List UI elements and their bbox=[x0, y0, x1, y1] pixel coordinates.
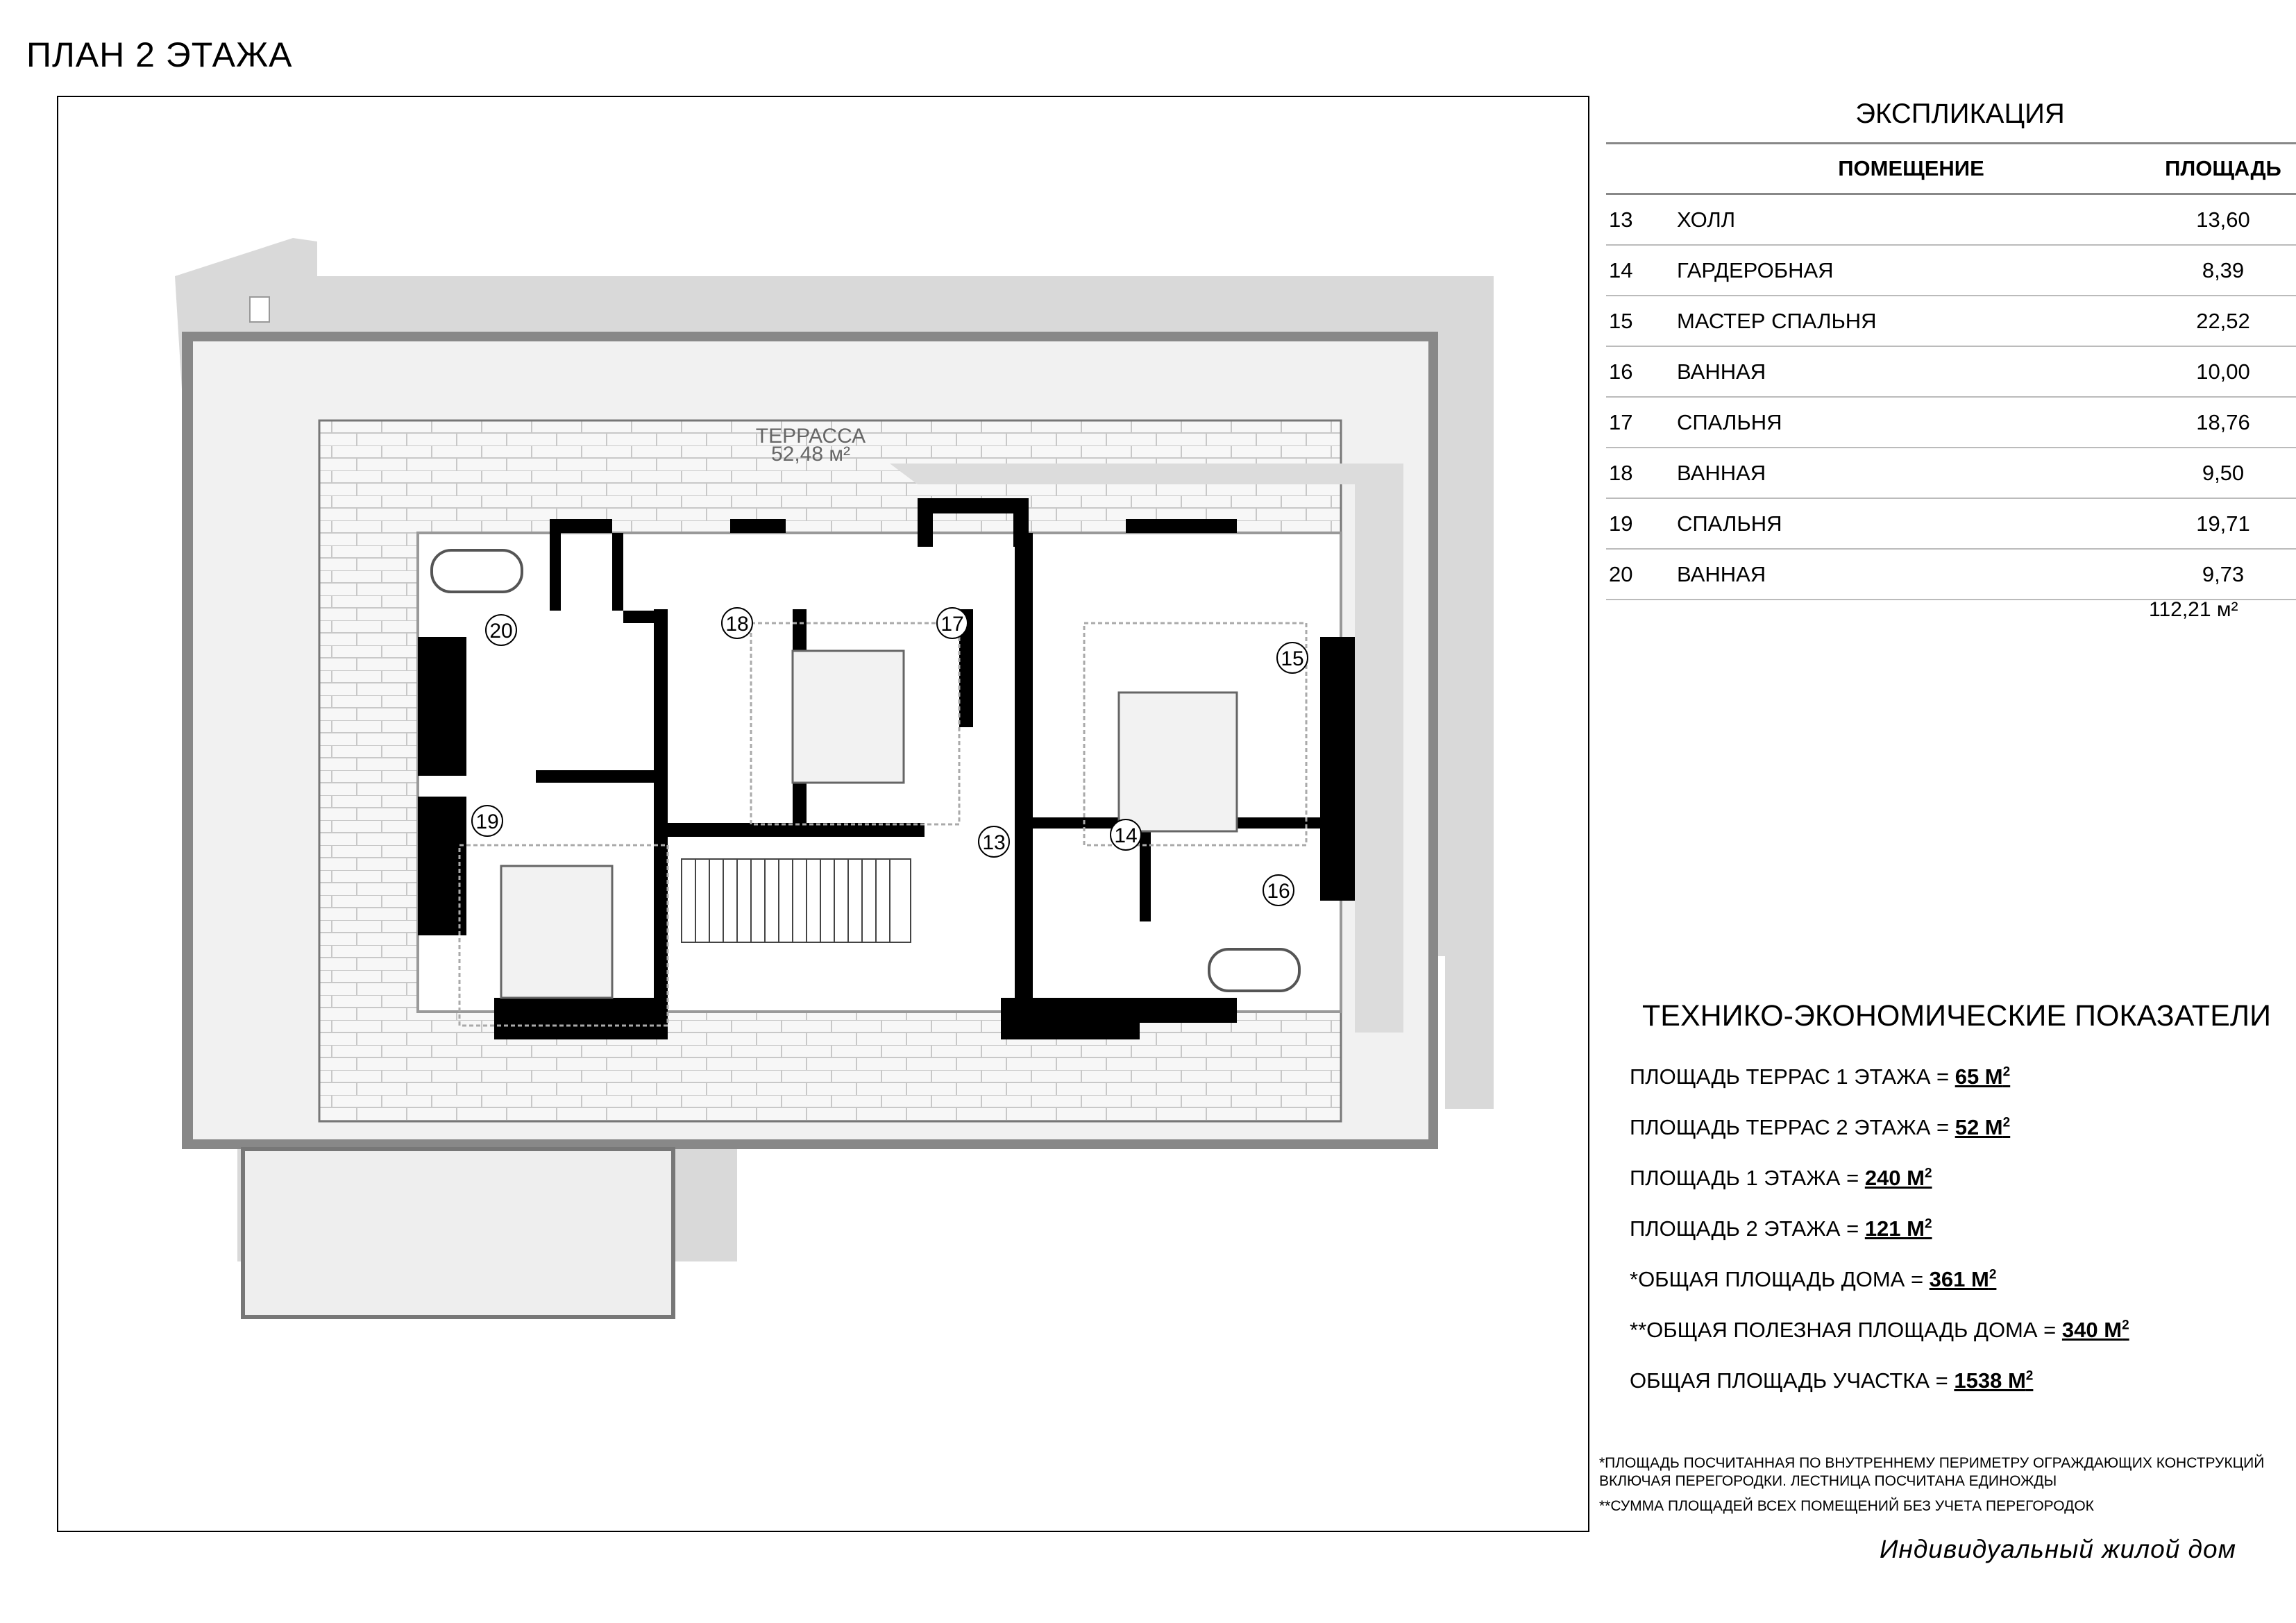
row-area: 18,76 bbox=[2146, 397, 2296, 448]
explication-title: ЭКСПЛИКАЦИЯ bbox=[1855, 99, 2065, 129]
row-number: 19 bbox=[1606, 498, 1676, 549]
explication-total: 112,21 м² bbox=[2149, 598, 2238, 621]
terrace-area: 52,48 м² bbox=[770, 443, 851, 466]
row-area: 9,73 bbox=[2146, 549, 2296, 600]
room-number-20: 20 bbox=[489, 620, 513, 643]
table-row bbox=[1606, 397, 2296, 448]
tep-title: ТЕХНИКО-ЭКОНОМИЧЕСКИЕ ПОКАЗАТЕЛИ bbox=[1642, 999, 2272, 1033]
table-row bbox=[1606, 346, 2296, 397]
tep-value: 240 $М^2$ bbox=[1864, 1166, 1932, 1190]
footnote: **СУММА ПЛОЩАДЕЙ ВСЕХ ПОМЕЩЕНИЙ БЕЗ УЧЕТА ПЕРЕГОРОДОК bbox=[1599, 1498, 2094, 1514]
row-room: МАСТЕР СПАЛЬНЯ bbox=[1676, 296, 2146, 346]
row-room: СПАЛЬНЯ bbox=[1676, 397, 2146, 448]
row-room: ВАННАЯ bbox=[1676, 346, 2146, 397]
table-row bbox=[1606, 296, 2296, 346]
row-number: 20 bbox=[1606, 549, 1676, 600]
footnote: *ПЛОЩАДЬ ПОСЧИТАННАЯ ПО ВНУТРЕННЕМУ ПЕРИМЕТРУ ОГРАЖДАЮЩИХ КОНСТРУКЦИЙ ВКЛЮЧАЯ ПЕРЕГОРОДКИ. ЛЕСТНИЦА ПОСЧИТАНА ЕДИНОЖДЫ bbox=[1599, 1455, 2265, 1489]
tep-label: ПЛОЩАДЬ 2 ЭТАЖА = bbox=[1630, 1216, 1865, 1241]
tep-value: 65 $М^2$ bbox=[1955, 1064, 2011, 1089]
row-area: 13,60 bbox=[2146, 194, 2296, 246]
sheet-title: ПЛАН 2 ЭТАЖА bbox=[26, 35, 293, 74]
row-room: ВАННАЯ bbox=[1676, 549, 2146, 600]
tep-label: **ОБЩАЯ ПОЛЕЗНАЯ ПЛОЩАДЬ ДОМА = bbox=[1630, 1318, 2062, 1342]
tep-value: 361 $М^2$ bbox=[1929, 1267, 1997, 1291]
tep-label: *ОБЩАЯ ПЛОЩАДЬ ДОМА = bbox=[1630, 1267, 1930, 1291]
tep-label: ПЛОЩАДЬ ТЕРРАС 1 ЭТАЖА = bbox=[1630, 1064, 1955, 1089]
floor-plan bbox=[57, 96, 1589, 1532]
lower-terrace bbox=[243, 1149, 673, 1317]
header-room: ПОМЕЩЕНИЕ bbox=[1676, 144, 2146, 194]
room-number-18: 18 bbox=[725, 613, 749, 636]
row-area: 9,50 bbox=[2146, 448, 2296, 498]
tep-value: 52 $М^2$ bbox=[1955, 1115, 2011, 1139]
room-number-14: 14 bbox=[1114, 824, 1138, 847]
table-row bbox=[1606, 245, 2296, 296]
project-subtitle: Индивидуальный жилой дом bbox=[1880, 1535, 2236, 1563]
terrace-label: ТЕРРАССА bbox=[755, 425, 866, 448]
explication-header-row bbox=[1606, 144, 2296, 194]
row-room: ВАННАЯ bbox=[1676, 448, 2146, 498]
tep-label: ПЛОЩАДЬ 1 ЭТАЖА = bbox=[1630, 1166, 1865, 1190]
tep-label: ПЛОЩАДЬ ТЕРРАС 2 ЭТАЖА = bbox=[1630, 1115, 1955, 1139]
tep-item bbox=[1630, 1166, 1932, 1191]
room-number-13: 13 bbox=[982, 831, 1006, 854]
tep-item bbox=[1630, 1267, 1996, 1292]
tep-value: 340 $М^2$ bbox=[2061, 1318, 2129, 1342]
row-room: ХОЛЛ bbox=[1676, 194, 2146, 246]
table-row bbox=[1606, 194, 2296, 246]
room-number-15: 15 bbox=[1281, 647, 1304, 670]
row-number: 15 bbox=[1606, 296, 1676, 346]
table-row bbox=[1606, 549, 2296, 600]
row-area: 10,00 bbox=[2146, 346, 2296, 397]
row-number: 18 bbox=[1606, 448, 1676, 498]
row-number: 13 bbox=[1606, 194, 1676, 246]
row-area: 8,39 bbox=[2146, 245, 2296, 296]
header-area: ПЛОЩАДЬ bbox=[2146, 144, 2296, 194]
explication-table bbox=[1606, 142, 2296, 600]
tep-value: 121 $М^2$ bbox=[1864, 1216, 1932, 1241]
tep-label: ОБЩАЯ ПЛОЩАДЬ УЧАСТКА = bbox=[1630, 1368, 1955, 1393]
room-number-17: 17 bbox=[940, 613, 964, 636]
row-area: 19,71 bbox=[2146, 498, 2296, 549]
room-number-19: 19 bbox=[475, 810, 499, 833]
tep-item bbox=[1630, 1368, 2033, 1393]
room-number-16: 16 bbox=[1267, 880, 1290, 903]
row-number: 14 bbox=[1606, 245, 1676, 296]
row-room: СПАЛЬНЯ bbox=[1676, 498, 2146, 549]
chimney bbox=[250, 297, 269, 322]
table-row bbox=[1606, 448, 2296, 498]
row-number: 17 bbox=[1606, 397, 1676, 448]
tep-item bbox=[1630, 1115, 2010, 1140]
tep-item bbox=[1630, 1318, 2129, 1343]
tep-item bbox=[1630, 1064, 2010, 1089]
header-number bbox=[1606, 144, 1676, 194]
table-row bbox=[1606, 498, 2296, 549]
row-area: 22,52 bbox=[2146, 296, 2296, 346]
row-number: 16 bbox=[1606, 346, 1676, 397]
tep-value: 1538 $М^2$ bbox=[1954, 1368, 2034, 1393]
row-room: ГАРДЕРОБНАЯ bbox=[1676, 245, 2146, 296]
tep-item bbox=[1630, 1216, 1932, 1241]
